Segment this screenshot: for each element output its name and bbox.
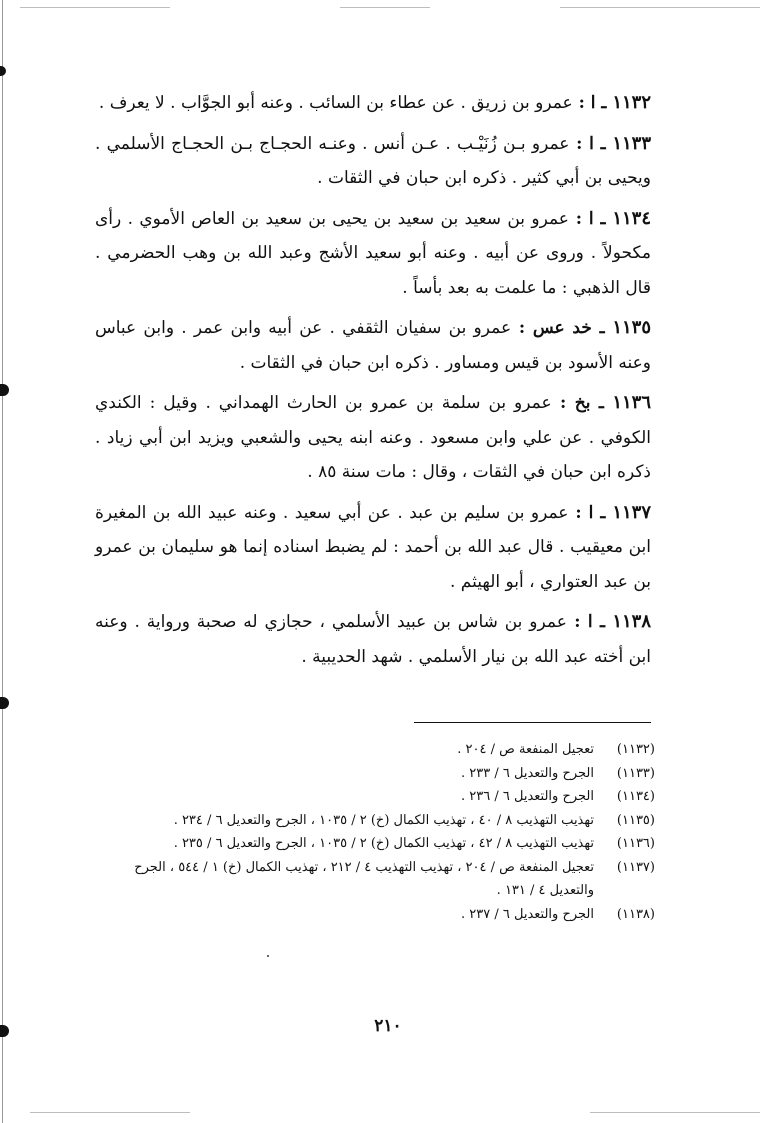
scan-bottom-dash [590, 1112, 760, 1113]
footnotes [92, 738, 655, 926]
footnote [92, 809, 655, 833]
entry [95, 311, 651, 380]
footnote-number: (١١٣٢) [616, 742, 655, 757]
footnote-divider [414, 722, 651, 723]
footnote-text: تهذيب التهذيب ٨ / ٤٢ ، تهذيب الكمال (خ) ٢ / ١٠٣٥ ، الجرح والتعديل ٦ / ٢٣٥ . [173, 836, 594, 851]
entry-symbol: ـ ا : [566, 612, 613, 632]
entry-symbol: ـ ا : [572, 93, 613, 113]
entry-text: عمرو بن زريق . عن عطاء بن السائب . وعنه أبو الجوَّاب . لا يعرف . [98, 93, 573, 113]
scan-bottom-dash [30, 1112, 190, 1113]
entry-number: ١١٣٨ [612, 611, 651, 632]
entry-text: عمرو بن سعيد بن سعيد بن يحيى بن سعيد بن العاص الأموي . رأى مكحولاً . وروى عن أبيه . وعنه أبو سعيد الأشج وعبد الله بن وهب الحضرمي . قال الذهبي : ما علمت به بعد بأساً . [95, 208, 651, 298]
entry [95, 202, 651, 306]
entry-symbol: ـ خد عس : [511, 318, 613, 338]
scan-top-dash [20, 7, 170, 8]
entry-number: ١١٣٦ [612, 392, 651, 413]
entry-text: عمرو بن شاس بن عبيد الأسلمي ، حجازي له صحبة ورواية . وعنه ابن أخته عبد الله بن نيار الأسلمي . شهد الحديبية . [95, 612, 651, 667]
entry-text: عمرو بن سفيان الثقفي . عن أبيه وابن عمر . وابن عباس وعنه الأسود بن قيس ومساور . ذكره ابن حبان في الثقات . [95, 318, 651, 373]
entry [95, 386, 651, 490]
footnote [92, 832, 655, 856]
footnote-text: الجرح والتعديل ٦ / ٢٣٧ . [461, 906, 594, 922]
entries-body [95, 86, 651, 680]
binding-hole-mark [0, 384, 9, 396]
footnote-number: (١١٣٤) [616, 789, 655, 804]
entry-text: عمرو بـن زُنَيْـب . عـن أنس . وعنـه الحجـاج بـن الحجـاج الأسلمي . ويحيى بن أبي كثير . ذكره ابن حبان في الثقات . [95, 133, 651, 188]
entry-number: ١١٣٧ [612, 501, 651, 523]
binding-hole-mark [0, 1025, 9, 1037]
entry-symbol: ـ ا : [568, 502, 613, 523]
footnote-text: تعجيل المنفعة ص / ٢٠٤ ، تهذيب التهذيب ٤ / ٢١٢ ، تهذيب الكمال (خ) ١ / ٥٤٤ ، الجرح والتعديل ٤ / ١٣١ . [134, 859, 594, 898]
entry [95, 605, 651, 674]
entry-number: ١١٣٢ [612, 92, 651, 113]
scan-top-dash [340, 7, 430, 8]
footnote-number: (١١٣٣) [616, 765, 655, 781]
footnote [92, 785, 655, 809]
footnote-number: (١١٣٦) [616, 836, 655, 851]
binding-hole-mark [0, 66, 6, 76]
footnote [92, 856, 655, 903]
footnote-text: الجرح والتعديل ٦ / ٢٣٣ . [461, 765, 594, 781]
footnote-number: (١١٣٥) [616, 812, 655, 828]
entry-symbol: ـ ا : [569, 133, 613, 154]
scan-left-edge [2, 0, 3, 1123]
entry-symbol: ـ بخ : [551, 393, 613, 413]
footnote-number: (١١٣٨) [616, 906, 655, 922]
entry [95, 496, 651, 600]
page-number: ٢١٠ [374, 1016, 402, 1036]
entry-number: ١١٣٣ [612, 132, 651, 154]
footnote [92, 738, 655, 762]
entry-symbol: ـ ا : [568, 208, 613, 229]
footnote [92, 762, 655, 786]
entry [95, 86, 651, 121]
footnote-text: الجرح والتعديل ٦ / ٢٣٦ . [461, 789, 594, 804]
footnote-text: تعجيل المنفعة ص / ٢٠٤ . [457, 742, 594, 757]
entry-text: عمرو بن سلمة بن عمرو بن الحارث الهمداني . وقيل : الكندي الكوفي . عن علي وابن مسعود . وعنه ابنه يحيى والشعبي ويزيد ابن أبي زياد . ذكره ابن حبان في الثقات ، وقال : مات سنة ٨٥ . [95, 393, 651, 482]
entry-number: ١١٣٥ [612, 317, 651, 338]
footnote-text: تهذيب التهذيب ٨ / ٤٠ ، تهذيب الكمال (خ) ٢ / ١٠٣٥ ، الجرح والتعديل ٦ / ٢٣٤ . [173, 812, 594, 828]
entry-number: ١١٣٤ [612, 207, 652, 229]
entry [95, 127, 651, 196]
footnote [92, 903, 655, 927]
footnote-number: (١١٣٧) [616, 859, 655, 875]
scan-speck [267, 955, 269, 957]
scan-top-dash [560, 7, 760, 8]
entry-text: عمرو بن سليم بن عبد . عن أبي سعيد . وعنه عبيد الله بن المغيرة ابن معيقيب . قال عبد الله بن أحمد : لم يضبط اسناده إنما هو سليمان بن عمرو بن عبد العتواري ، أبو الهيثم . [95, 502, 651, 592]
binding-hole-mark [0, 697, 9, 709]
